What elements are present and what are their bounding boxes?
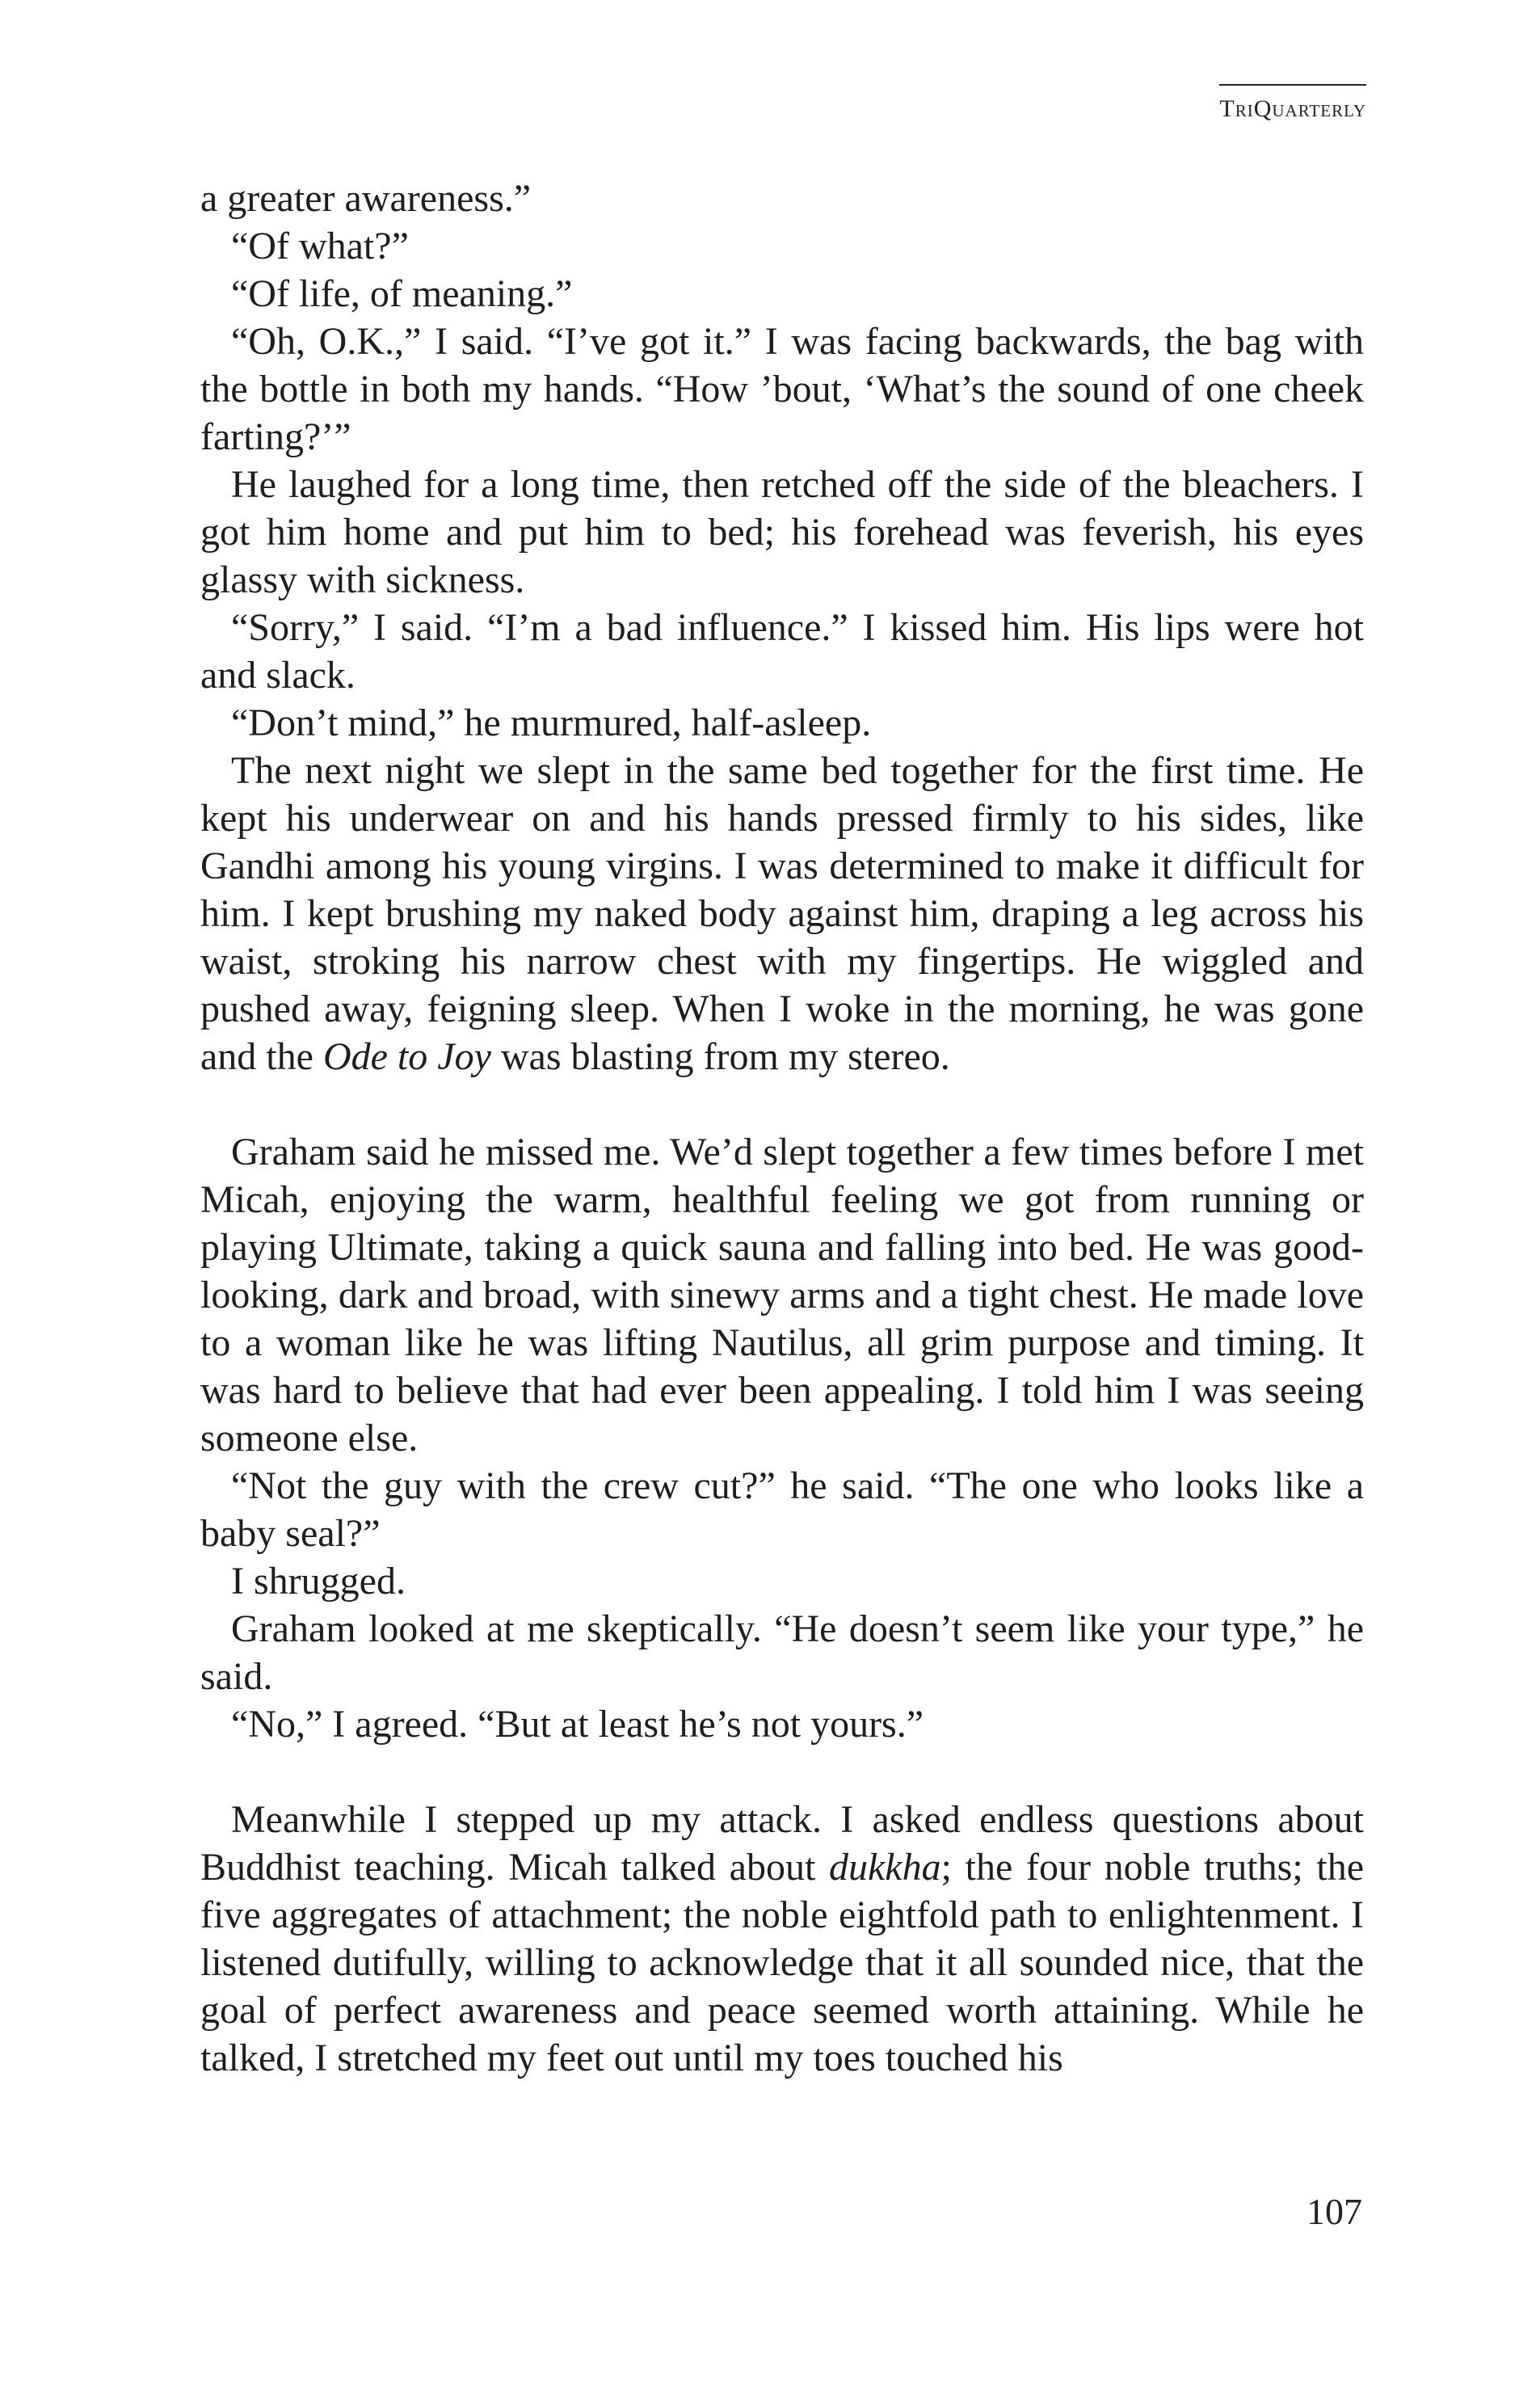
body-text [200,175,1364,2082]
paragraph: “Sorry,” I said. “I’m a bad influence.” I kissed him. His lips were hot and slack. [200,606,1364,697]
paragraph-text: ; the four noble truths; the five aggregates of attachment; the noble eightfold path to enlightenment. I listened dutifully, willing to acknowledge that it all sounded nice, that the goal of perfect awareness and peace seemed worth attaining. While he talked, I stretched my feet out until my toes touched his [200,1846,1365,2079]
paragraph-text: was blasting from my stereo. [490,1035,950,1078]
paragraph: Graham looked at me skeptically. “He doesn’t seem like your type,” he said. [200,1607,1364,1698]
page-number: 107 [1306,2191,1362,2232]
paragraph: “Oh, O.K.,” I said. “I’ve got it.” I was facing backwards, the bag with the bottle in both my hands. “How ’bout, ‘What’s the sound of one cheek farting?’” [200,320,1364,458]
paragraph-text: The next night we slept in the same bed together for the first time. He kept his underwear on and his hands pressed firmly to his sides, like Gandhi among his young virgins. I was determined to make it difficult for him. I kept brushing my naked body against him, draping a leg across his waist, stroking his narrow chest with my fingertips. He wiggled and pushed away, feigning sleep. When I woke in the morning, he was gone and the [200,749,1364,1078]
italic-title: Ode to Joy [322,1035,491,1078]
italic-term: dukkha [829,1846,941,1889]
paragraph: “No,” I agreed. “But at least he’s not yours.” [231,1703,924,1746]
paragraph: I shrugged. [231,1560,406,1603]
paragraph: Graham said he missed me. We’d slept together a few times before I met Micah, enjoying the warm, healthful feeling we got from running or playing Ultimate, taking a quick sauna and falling into bed. He was good-looking, dark and broad, with sinewy arms and a tight chest. He made love to a woman like he was lifting Nautilus, all grim purpose and timing. It was hard to believe that had ever been appealing. I told him I was seeing someone else. [200,1131,1364,1460]
paragraph: “Of life, of meaning.” [231,272,573,315]
paragraph: “Don’t mind,” he murmured, half-asleep. [231,701,872,744]
paragraph: “Not the guy with the crew cut?” he said. “The one who looks like a baby seal?” [200,1464,1364,1555]
paragraph: “Of what?” [231,225,409,267]
paragraph [200,1796,1364,2082]
paragraph-text: Meanwhile I stepped up my attack. I asked endless questions about Buddhist teaching. Micah talked about [200,1798,1364,1889]
paragraph [200,747,1364,1080]
running-head: TriQuarterly [1219,84,1366,123]
paragraph: a greater awareness.” [200,177,532,220]
paragraph: He laughed for a long time, then retched off the side of the bleachers. I got him home and put him to bed; his forehead was feverish, his eyes glassy with sickness. [200,463,1364,601]
